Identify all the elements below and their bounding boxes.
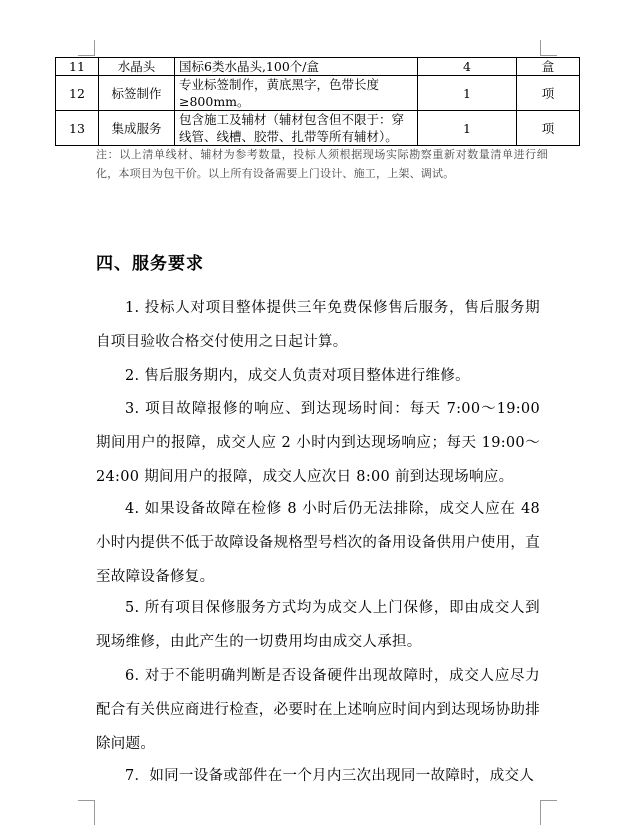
cell-name: 标签制作 — [99, 76, 175, 111]
table-row — [56, 111, 580, 146]
cell-spec: 国标6类水晶头,100个/盒 — [175, 58, 418, 76]
cell-no: 11 — [56, 58, 99, 76]
paragraph-5: 5. 所有项目保修服务方式均为成交人上门保修，即由成交人到现场维修，由此产生的一切费用均由成交人承担。 — [96, 600, 540, 650]
crop-mark — [94, 800, 95, 825]
cell-no: 12 — [56, 76, 99, 111]
paragraph-3: 3. 项目故障报修的响应、到达现场时间：每天 7:00～19:00 期间用户的报障，成交人应 2 小时内到达现场响应；每天 19:00～24:00 期间用户的报障，成交人应次日 8:00 前到达现场响应。 — [96, 401, 540, 485]
crop-mark — [78, 800, 94, 801]
cell-spec: 专业标签制作，黄底黑字，色带长度≥800mm。 — [175, 76, 418, 111]
crop-mark — [541, 800, 557, 801]
cell-qty: 1 — [418, 76, 517, 111]
cell-qty: 1 — [418, 111, 517, 146]
paragraph-1: 1. 投标人对项目整体提供三年免费保修售后服务，售后服务期自项目验收合格交付使用之日起计算。 — [96, 300, 540, 350]
crop-mark — [540, 800, 541, 825]
table-note: 注：以上清单线材、辅材为参考数量，投标人须根据现场实际勘察重新对数量清单进行细化，本项目为包干价。以上所有设备需要上门设计、施工，上架、调试。 — [96, 148, 548, 180]
cell-spec: 包含施工及辅材（辅材包含但不限于：穿线管、线槽、胶带、扎带等所有辅材）。 — [175, 111, 418, 146]
table-row — [56, 76, 580, 111]
crop-mark — [540, 40, 541, 56]
crop-mark — [541, 55, 557, 56]
paragraph-6: 6. 对于不能明确判断是否设备硬件出现故障时，成交人应尽力配合有关供应商进行检查，必要时在上述响应时间内到达现场协助排除问题。 — [96, 668, 540, 752]
section-heading: 四、服务要求 — [96, 254, 204, 274]
equipment-table — [55, 57, 580, 146]
paragraph-4: 4. 如果设备故障在检修 8 小时后仍无法排除，成交人应在 48 小时内提供不低于故障设备规格型号档次的备用设备供用户使用，直至故障设备修复。 — [96, 501, 540, 585]
crop-mark — [94, 40, 95, 56]
cell-no: 13 — [56, 111, 99, 146]
cell-name: 水晶头 — [99, 58, 175, 76]
cell-name: 集成服务 — [99, 111, 175, 146]
crop-mark — [78, 55, 94, 56]
cell-unit: 盒 — [517, 58, 580, 76]
paragraph-7: 7．如同一设备或部件在一个月内三次出现同一故障时，成交人 — [125, 768, 535, 784]
paragraph-2: 2. 售后服务期内，成交人负责对项目整体进行维修。 — [125, 368, 470, 384]
cell-unit: 项 — [517, 76, 580, 111]
cell-qty: 4 — [418, 58, 517, 76]
cell-unit: 项 — [517, 111, 580, 146]
table-row — [56, 58, 580, 76]
